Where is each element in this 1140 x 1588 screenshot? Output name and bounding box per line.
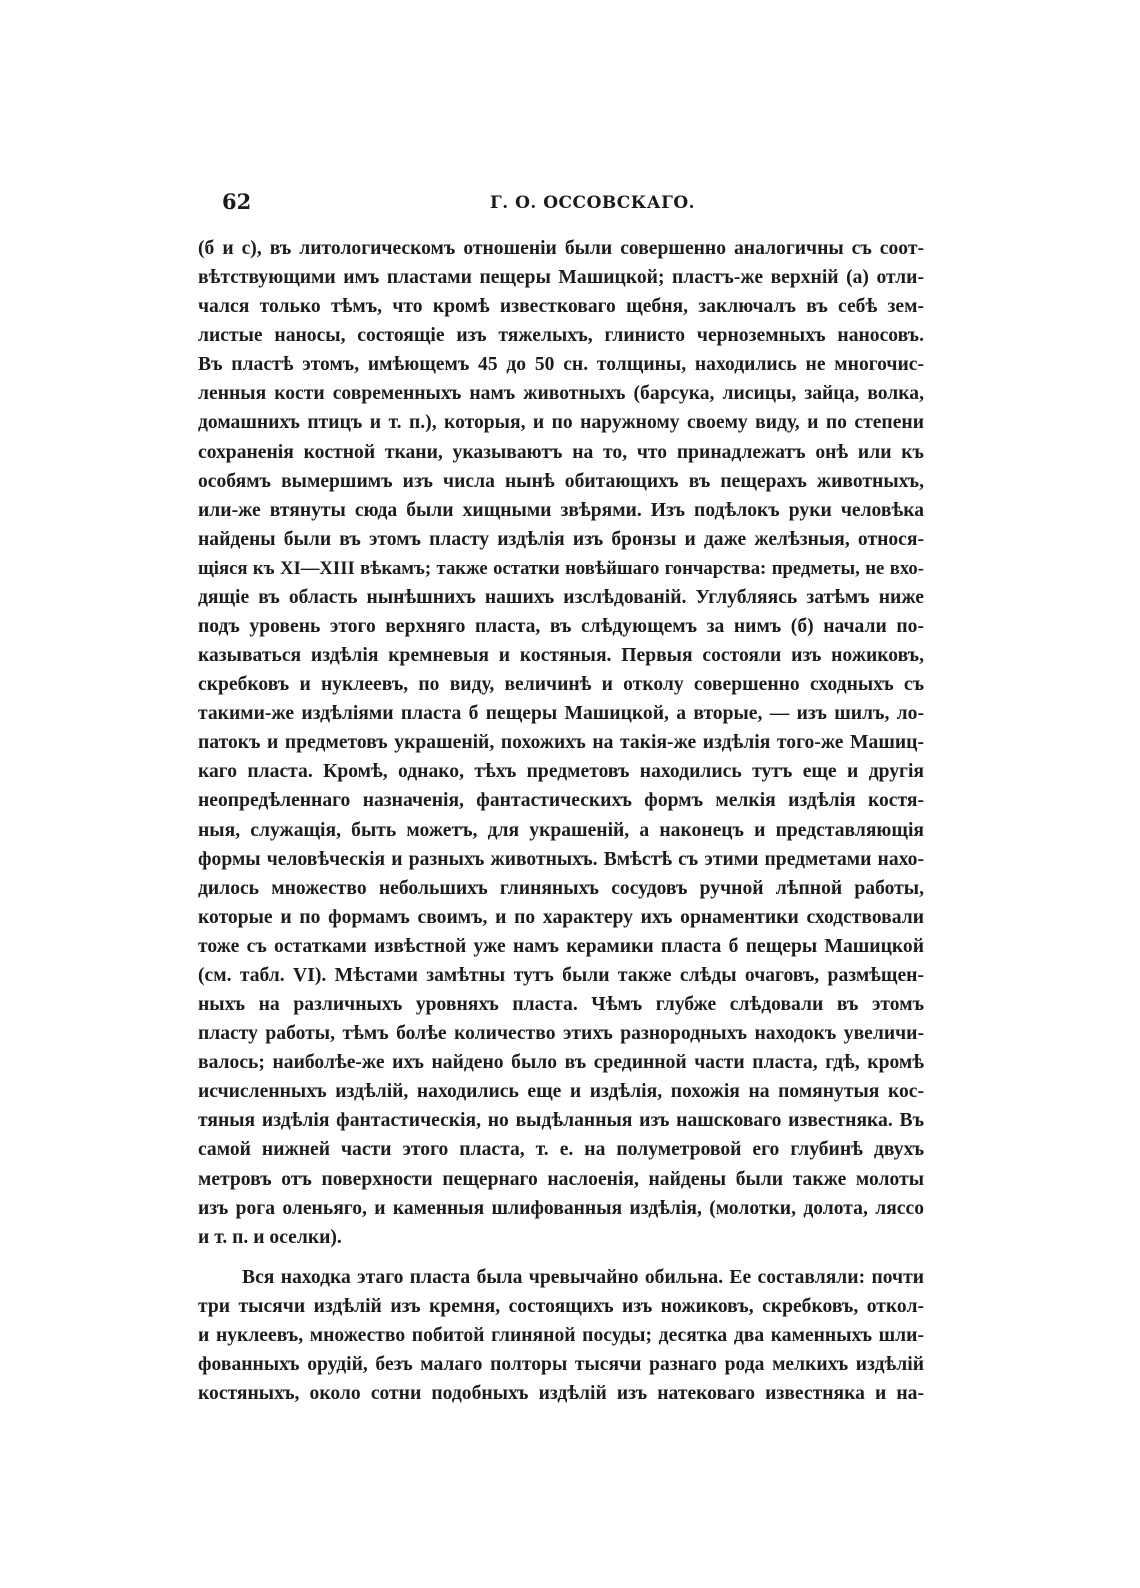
text-line: (б и с), въ литологическомъ отношеніи были совершенно аналогичны съ соот- (198, 238, 924, 259)
text-line: Вся находка этаго пласта была чревычайно обильна. Ее составляли: почти (242, 1266, 924, 1288)
text-line: три тысячи издѣлій изъ кремня, состоящихъ изъ ножиковъ, скребковъ, откол- (198, 1295, 924, 1317)
text-line: такими-же издѣліями пласта б пещеры Машицкой, а вторые, — изъ шилъ, ло- (198, 703, 924, 725)
body-text (198, 234, 924, 1408)
text-line: скребковъ и нуклеевъ, по виду, величинѣ и отколу совершенно сходныхъ съ (198, 674, 924, 696)
text-line: патокъ и предметовъ украшеній, похожихъ на такія-же издѣлія того-же Машиц- (198, 732, 924, 754)
text-line: найдены были въ этомъ пласту издѣлія изъ бронзы и даже желѣзныя, относя- (198, 528, 924, 550)
text-line: (см. табл. VI). Мѣстами замѣтны тутъ были также слѣды очаговъ, размѣщен- (198, 964, 924, 986)
text-line: неопредѣленнаго назначенія, фантастическихъ формъ мелкія издѣлія костя- (198, 790, 924, 812)
text-line: особямъ вымершимъ изъ числа нынѣ обитающихъ въ пещерахъ животныхъ, (198, 470, 924, 492)
text-line: или-же втянуты сюда были хищными звѣрями. Изъ подѣлокъ руки человѣка (198, 499, 924, 521)
text-line: изъ рога оленьяго, и каменныя шлифованныя издѣлія, (молотки, долота, ляссо (198, 1197, 924, 1219)
text-line: костяныхъ, около сотни подобныхъ издѣлій изъ натековаго известняка и на- (198, 1383, 924, 1405)
text-line: ныя, служащія, быть можетъ, для украшеній, а наконецъ и представляющія (198, 819, 924, 841)
page-header (198, 189, 924, 223)
page-number: 62 (222, 189, 252, 214)
text-line: ныхъ на различныхъ уровняхъ пласта. Чѣмъ глубже слѣдовали въ этомъ (198, 994, 924, 1016)
text-line: щіяся къ XI—XIII вѣкамъ; также остатки новѣйшаго гончарства: предметы, не вхо- (198, 557, 924, 579)
text-line: пласту работы, тѣмъ болѣе количество этихъ разнородныхъ находокъ увеличи- (198, 1023, 924, 1045)
text-line: формы человѣческія и разныхъ животныхъ. Вмѣстѣ съ этими предметами нахо- (198, 848, 924, 870)
paragraph-2 (198, 1263, 924, 1408)
text-line: домашнихъ птицъ и т. п.), которыя, и по наружному своему виду, и по степени (198, 412, 924, 434)
text-line: листые наносы, состоящіе изъ тяжелыхъ, глинисто черноземныхъ наносовъ. (198, 325, 924, 347)
text-line: Въ пластѣ этомъ, имѣющемъ 45 до 50 сн. толщины, находились не многочис- (198, 354, 924, 376)
text-line: каго пласта. Кромѣ, однако, тѣхъ предметовъ находились тутъ еще и другія (198, 761, 924, 783)
text-line: чался только тѣмъ, что кромѣ известковаго щебня, заключалъ въ себѣ зем- (198, 296, 924, 318)
text-line: тяныя издѣлія фантастическія, но выдѣланныя изъ нашсковаго известняка. Въ (198, 1110, 924, 1132)
text-line: казываться издѣлія кремневыя и костяныя. Первыя состояли изъ ножиковъ, (198, 645, 924, 667)
text-line: и нуклеевъ, множество побитой глиняной посуды; десятка два каменныхъ шли- (198, 1324, 924, 1346)
running-head: Г. О. ОССОВСКАГО. (490, 193, 696, 213)
text-line: тоже съ остатками извѣстной уже намъ керамики пласта б пещеры Машицкой (198, 935, 924, 957)
text-line: дящіе въ область нынѣшнихъ нашихъ изслѣдованій. Углубляясь затѣмъ ниже (198, 586, 924, 608)
text-line: ленныя кости современныхъ намъ животныхъ (барсука, лисицы, зайца, волка, (198, 383, 924, 405)
text-line: подъ уровень этого верхняго пласта, въ слѣдующемъ за нимъ (б) начали по- (198, 616, 924, 638)
text-line: валось; наиболѣе-же ихъ найдено было въ срединной части пласта, гдѣ, кромѣ (198, 1052, 924, 1074)
text-line: которые и по формамъ своимъ, и по характеру ихъ орнаментики сходствовали (198, 906, 924, 928)
text-line: дилось множество небольшихъ глиняныхъ сосудовъ ручной лѣпной работы, (198, 877, 924, 899)
text-line: и т. п. и оселки). (198, 1226, 342, 1248)
text-line: фованныхъ орудій, безъ малаго полторы тысячи разнаго рода мелкихъ издѣлій (198, 1353, 924, 1375)
paragraph-1 (198, 234, 924, 1252)
text-line: исчисленныхъ издѣлій, находились еще и издѣлія, похожія на помянутыя кос- (198, 1081, 924, 1103)
text-line: самой нижней части этого пласта, т. е. на полуметровой его глубинѣ двухъ (198, 1139, 924, 1161)
text-line: метровъ отъ поверхности пещернаго наслоенія, найдены были также молоты (198, 1168, 924, 1190)
text-line: вѣтствующими имъ пластами пещеры Машицкой; пластъ-же верхній (а) отли- (198, 267, 924, 289)
text-line: сохраненія костной ткани, указываютъ на то, что принадлежатъ онѣ или къ (198, 441, 924, 463)
